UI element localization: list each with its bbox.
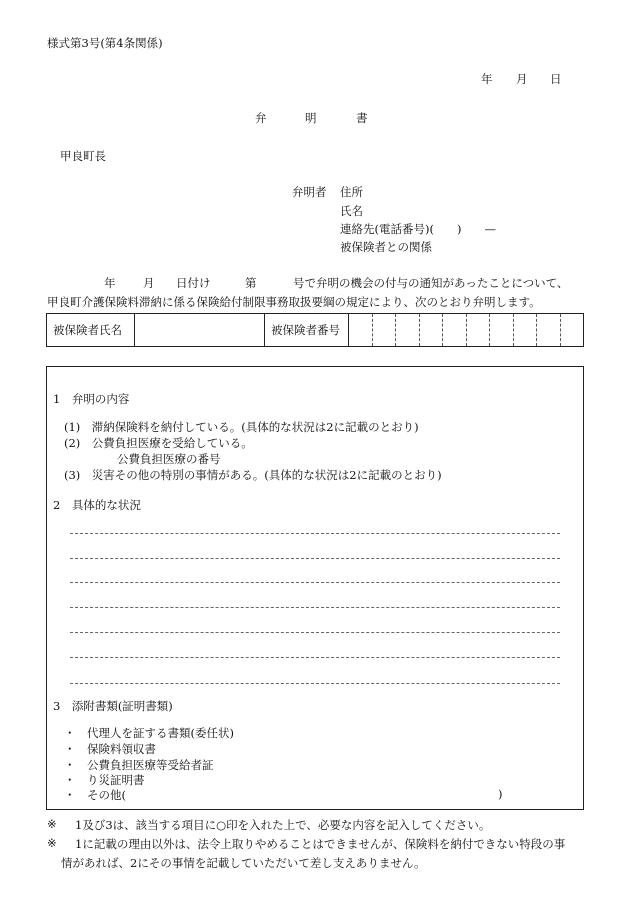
note-mark-2: ※	[47, 836, 57, 850]
body-month: 月	[143, 276, 155, 290]
insured-name-label: 被保険者氏名	[47, 314, 135, 347]
note-mark-1: ※	[47, 817, 57, 831]
section2-heading: 2 具体的な状況	[53, 498, 141, 512]
title-char-3: 書	[356, 111, 368, 125]
applicant-name[interactable]: 氏名	[340, 204, 363, 218]
writing-line[interactable]	[70, 632, 560, 633]
insured-digit[interactable]	[443, 314, 467, 347]
writing-line[interactable]	[70, 582, 560, 583]
section1-heading: 1 弁明の内容	[53, 392, 130, 406]
note-2-line2: 情があれば、2にその事情を記載していただいて差し支えありません。	[61, 856, 426, 870]
insured-digit[interactable]	[466, 314, 490, 347]
writing-line[interactable]	[70, 558, 560, 559]
title-char-1: 弁	[255, 111, 267, 125]
applicant-relation[interactable]: 被保険者との関係	[340, 240, 432, 254]
section1-item-2[interactable]: (2) 公費負担医療を受給している。	[64, 436, 253, 450]
title-char-2: 明	[305, 111, 317, 125]
section3-item-1[interactable]: ・ 代理人を証する書類(委任状)	[64, 726, 234, 740]
section1-sub-item: 公費負担医療の番号	[117, 452, 221, 466]
section3-item-5[interactable]: ・ その他(	[64, 788, 126, 802]
section3-item-4[interactable]: ・ り災証明書	[64, 773, 145, 787]
note-1: 1及び3は、該当する項目に○印を入れた上で、必要な内容を記入してください。	[75, 818, 491, 832]
recipient: 甲良町長	[60, 149, 106, 163]
date-month: 月	[516, 72, 528, 86]
date-day: 日	[550, 72, 562, 86]
insured-digit[interactable]	[349, 314, 373, 347]
body-year: 年	[104, 276, 116, 290]
note-2-line1: 1に記載の理由以外は、法令上取りやめることはできませんが、保険料を納付できない特段の事	[75, 837, 566, 851]
section1-item-3[interactable]: (3) 災害その他の特別の事情がある。(具体的な状況は2に記載のとおり)	[64, 468, 442, 482]
insured-digit[interactable]	[537, 314, 561, 347]
insured-number-label: 被保険者番号	[265, 314, 349, 347]
body-line1-rest: 号で弁明の機会の付与の通知があったことについて、	[293, 276, 569, 290]
insured-digit[interactable]	[372, 314, 396, 347]
section3-other-close: )	[498, 787, 503, 801]
writing-line[interactable]	[70, 607, 560, 608]
insured-digit[interactable]	[396, 314, 420, 347]
insured-digit[interactable]	[490, 314, 514, 347]
body-day-suffix: 日付け	[176, 276, 211, 290]
insured-digit[interactable]	[513, 314, 537, 347]
insured-table	[46, 313, 584, 347]
section3-item-2[interactable]: ・ 保険料領収書	[64, 742, 156, 756]
applicant-phone[interactable]: 連絡先(電話番号)( ) —	[340, 222, 496, 236]
section3-heading: 3 添附書類(証明書類)	[53, 699, 173, 713]
section1-item-1[interactable]: (1) 滞納保険料を納付している。(具体的な状況は2に記載のとおり)	[64, 420, 419, 434]
writing-line[interactable]	[70, 683, 560, 684]
insured-digit[interactable]	[560, 314, 584, 347]
section3-item-3[interactable]: ・ 公費負担医療等受給者証	[64, 758, 214, 772]
writing-line[interactable]	[70, 657, 560, 658]
form-number: 様式第3号(第4条関係)	[47, 36, 163, 50]
insured-digit[interactable]	[419, 314, 443, 347]
body-line2: 甲良町介護保険料滞納に係る保険給付制限事務取扱要綱の規定により、次のとおり弁明します。	[47, 295, 541, 309]
writing-line[interactable]	[70, 533, 560, 534]
body-dai: 第	[245, 276, 257, 290]
date-year: 年	[481, 72, 493, 86]
insured-name-field[interactable]	[135, 314, 265, 347]
applicant-label: 弁明者	[292, 185, 327, 199]
applicant-address[interactable]: 住所	[340, 185, 363, 199]
